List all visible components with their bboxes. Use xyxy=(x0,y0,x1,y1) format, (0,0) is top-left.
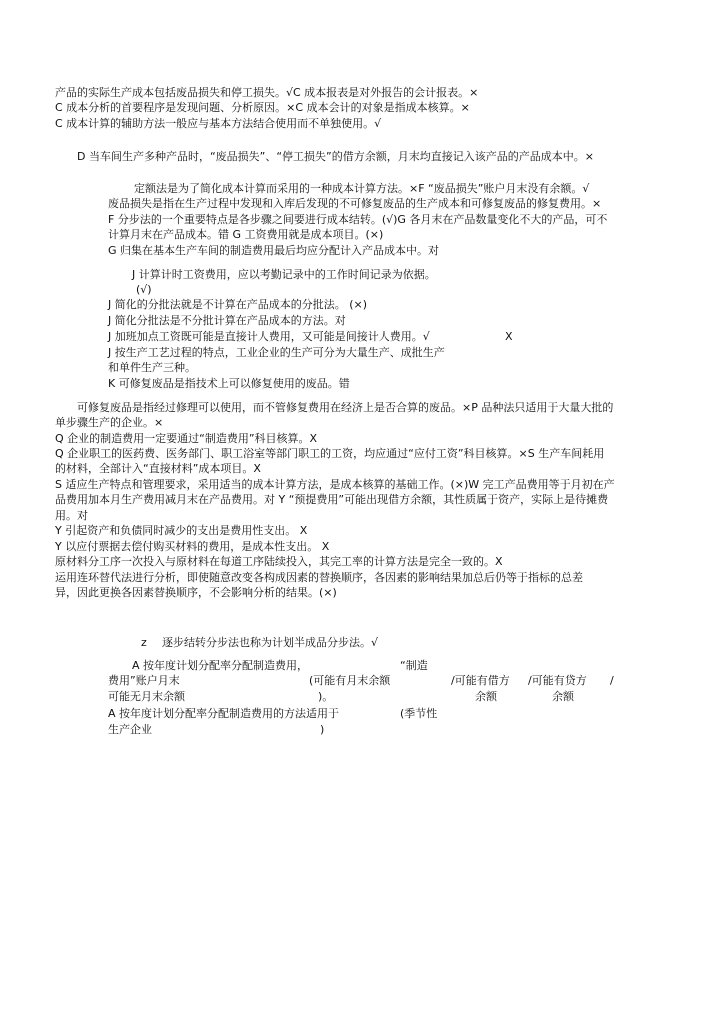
text-line: Y 引起资产和负债同时减少的支出是费用性支出。 X xyxy=(55,524,308,537)
text-line: 的材料，全部计入“直接材料”成本项目。X xyxy=(55,462,261,475)
text-line: A 按年度计划分配率分配制造费用的方法适用于 xyxy=(108,707,340,720)
text-line: 计算月末在产品成本。错 G 工资费用就是成本项目。(×) xyxy=(108,228,384,241)
text-line: J 加班加点工资既可能是直接计人费用，又可能是间接计人费用。√ xyxy=(108,330,430,343)
text-line: /可能有贷方 xyxy=(528,674,587,687)
text-line: 单步骤生产的企业。× xyxy=(55,416,164,429)
text-line: J 计算计时工资费用，应以考勤记录中的工作时间记录为依据。 xyxy=(132,268,436,281)
text-line: 品费用加本月生产费用减月末在产品费用。对 Y “预提费用”可能出现借方余额，其性质属于资产，实际上是待摊费 xyxy=(55,493,609,506)
text-line: C 成本分析的首要程序是发现问题、分析原因。×C 成本会计的对象是指成本核算。× xyxy=(55,101,470,114)
text-line: Q 企业的制造费用一定要通过“制造费用”科目核算。X xyxy=(55,432,318,445)
text-line: D 当车间生产多种产品时，“废品损失”、“停工损失”的借方余额，月末均直接记入该产品的产品成本中。× xyxy=(77,150,594,163)
text-line: (可能有月末余额 xyxy=(309,674,391,687)
text-line: 余额 xyxy=(552,690,574,703)
text-line: J 简化分批法是不分批计算在产品成本的方法。对 xyxy=(108,314,346,327)
text-line: 定额法是为了简化成本计算而采用的一种成本计算方法。×F “废品损失”账户月末没有余额。√ xyxy=(134,182,590,195)
text-line: / xyxy=(610,674,614,687)
text-line: J 简化的分批法就是不计算在产品成本的分批法。 (×) xyxy=(108,298,368,311)
text-line: Y 以应付票据去偿付购买材料的费用，是成本性支出。 X xyxy=(55,540,330,553)
text-line: Q 企业职工的医药费、医务部门、职工浴室等部门职工的工资，均应通过“应付工资”科目核算。×S 生产车间耗用 xyxy=(55,447,605,460)
text-line: “制造 xyxy=(400,659,428,672)
text-line: 异，因此更换各因素替换顺序，不会影响分析的结果。(×) xyxy=(55,586,337,599)
text-line: 运用连环替代法进行分析，即使随意改变各构成因素的替换顺序，各因素的影响结果加总后仍等于指标的总差 xyxy=(55,571,583,584)
text-line: 生产企业 xyxy=(108,723,152,736)
text-line: J 按生产工艺过程的特点，工业企业的生产可分为大量生产、成批生产 xyxy=(108,346,445,359)
text-line: 废品损失是指在生产过程中发现和入库后发现的不可修复废品的生产成本和可修复废品的修复费用。× xyxy=(108,197,602,210)
text-line: )。 xyxy=(318,690,334,703)
text-line: ) xyxy=(320,723,325,736)
text-line: 和单件生产三种。 xyxy=(108,361,196,374)
text-line: S 适应生产特点和管理要求，采用适当的成本计算方法，是成本核算的基础工作。(×)W 完工产品费用等于月初在产 xyxy=(55,478,615,491)
text-line: 可能无月末余额 xyxy=(108,690,185,703)
text-line: G 归集在基本生产车间的制造费用最后均应分配计入产品成本中。对 xyxy=(108,244,440,257)
text-line: 产品的实际生产成本包括废品损失和停工损失。√C 成本报表是对外报告的会计报表。× xyxy=(55,86,479,99)
text-line: 原材料分工序一次投入与原材料在每道工序陆续投入，其完工率的计算方法是完全一致的。X xyxy=(55,555,503,568)
text-line: A 按年度计划分配率分配制造费用， xyxy=(132,659,309,672)
text-line: C 成本计算的辅助方法一般应与基本方法结合使用而不单独使用。√ xyxy=(55,117,382,130)
text-line: (√) xyxy=(136,283,152,296)
text-line: /可能有借方 xyxy=(451,674,510,687)
text-line: 可修复废品是指经过修理可以使用，而不管修复费用在经济上是否合算的废品。×P 品种法只适用于大量大批的 xyxy=(77,401,614,414)
text-line: 用。对 xyxy=(55,509,88,522)
text-line: K 可修复废品是指技术上可以修复使用的废品。错 xyxy=(108,377,350,390)
text-line: z xyxy=(141,636,147,649)
text-line: F 分步法的一个重要特点是各步骤之间要进行成本结转。(√)G 各月末在产品数量变化不大的产品，可不 xyxy=(108,213,608,226)
text-line: 余额 xyxy=(475,690,497,703)
text-line: 逐步结转分步法也称为计划半成品分步法。√ xyxy=(162,636,379,649)
text-line: (季节性 xyxy=(400,707,438,720)
text-line: 费用”账户月末 xyxy=(108,674,180,687)
text-line: X xyxy=(505,330,513,343)
